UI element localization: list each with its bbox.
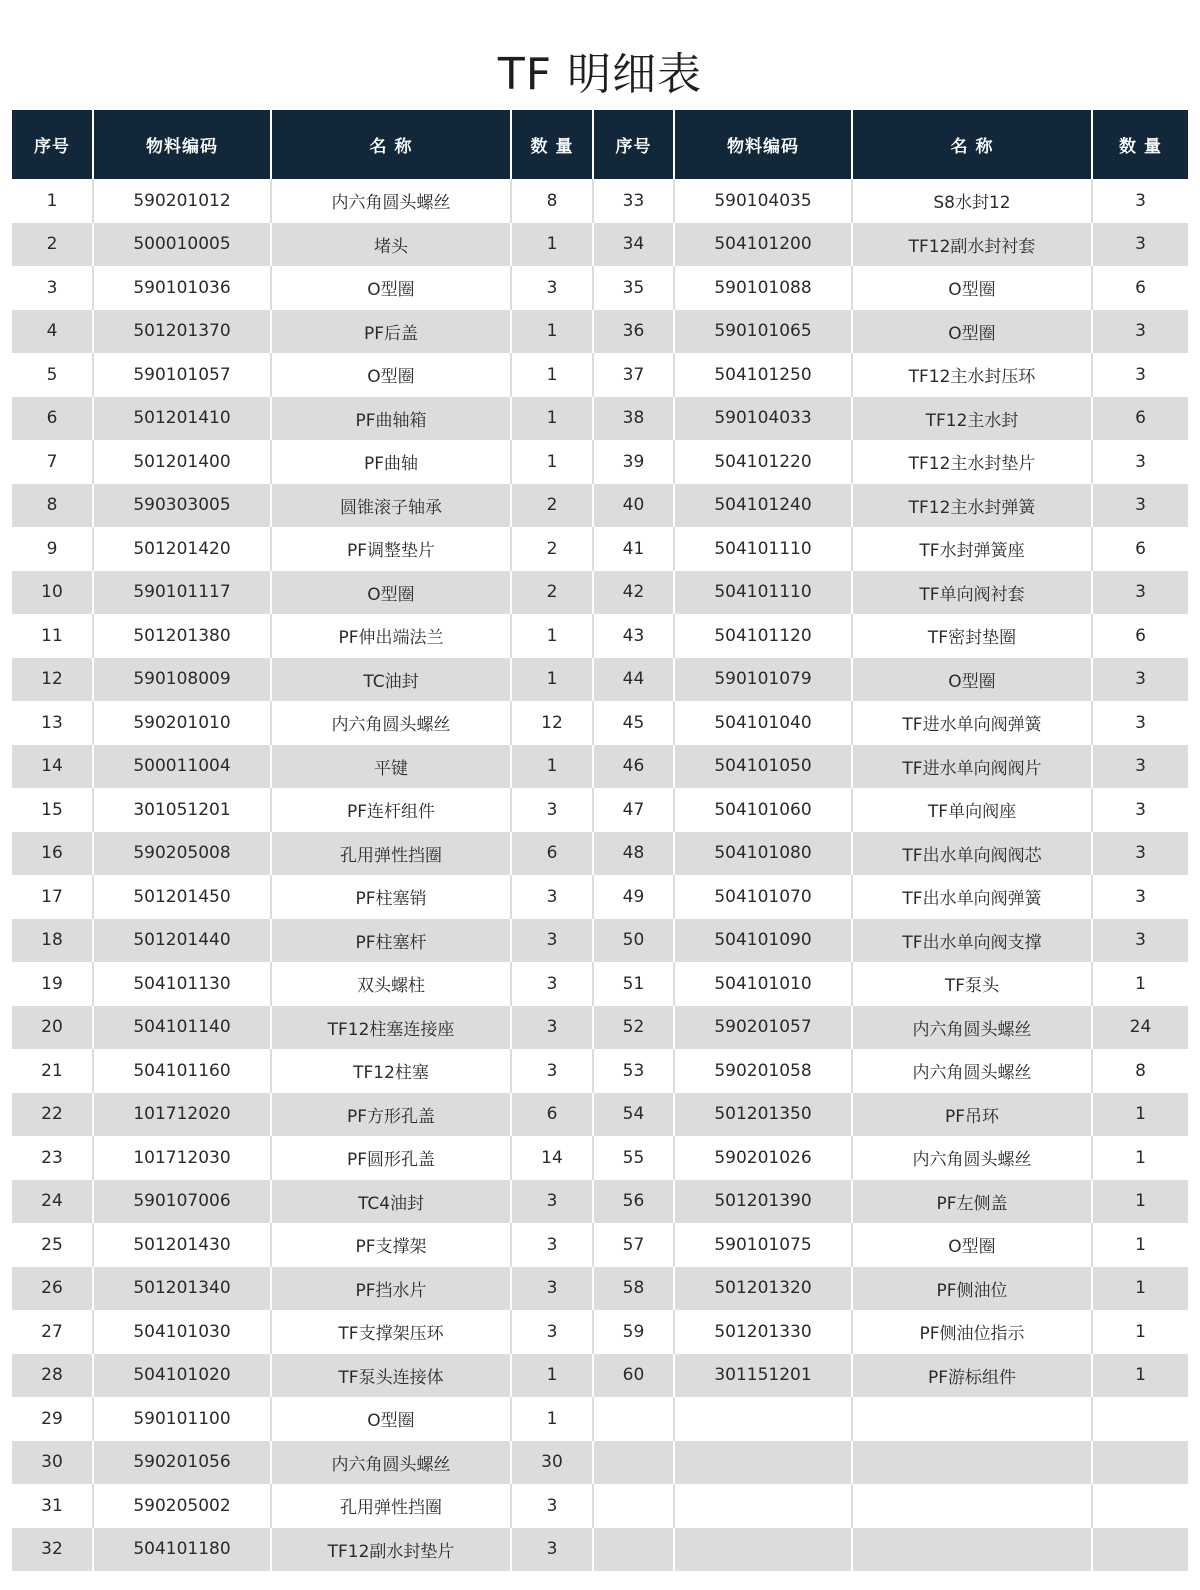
left-index-cell: 28 [12,1354,93,1398]
left-name-cell: PF连杆组件 [271,788,511,832]
right-index-cell: 56 [593,1180,674,1224]
left-index-cell: 8 [12,484,93,528]
left-code-cell: 590108009 [93,658,271,702]
right-index-cell: 42 [593,571,674,615]
right-index-cell [593,1484,674,1528]
left-qty-cell: 3 [511,1049,593,1093]
left-name-cell: PF调整垫片 [271,527,511,571]
right-code-cell: 504101120 [674,614,852,658]
left-name-cell: PF伸出端法兰 [271,614,511,658]
right-qty-cell [1092,1484,1188,1528]
right-name-cell: PF侧油位 [852,1267,1092,1311]
right-name-cell: PF吊环 [852,1093,1092,1137]
left-code-cell: 590107006 [93,1180,271,1224]
left-code-cell: 501201380 [93,614,271,658]
table-header-row [12,110,1188,179]
table-row [12,919,1188,963]
left-index-cell: 27 [12,1310,93,1354]
right-qty-cell: 3 [1092,353,1188,397]
left-index-cell: 16 [12,832,93,876]
right-index-cell: 37 [593,353,674,397]
right-qty-cell: 3 [1092,788,1188,832]
col-header-code-right: 物料编码 [674,110,852,179]
left-qty-cell: 3 [511,788,593,832]
left-name-cell: PF圆形孔盖 [271,1136,511,1180]
right-code-cell: 501201390 [674,1180,852,1224]
right-index-cell: 51 [593,962,674,1006]
right-index-cell: 48 [593,832,674,876]
right-name-cell: TF12主水封压环 [852,353,1092,397]
table-row [12,1397,1188,1441]
left-index-cell: 31 [12,1484,93,1528]
right-name-cell: TF单向阀座 [852,788,1092,832]
table-row [12,658,1188,702]
right-code-cell: 504101240 [674,484,852,528]
table-row [12,1136,1188,1180]
right-name-cell: 内六角圆头螺丝 [852,1049,1092,1093]
right-code-cell: 590201026 [674,1136,852,1180]
table-row [12,1528,1188,1572]
col-header-code-left: 物料编码 [93,110,271,179]
right-index-cell: 49 [593,875,674,919]
left-qty-cell: 3 [511,1484,593,1528]
left-index-cell: 12 [12,658,93,702]
right-code-cell [674,1441,852,1485]
table-row [12,1223,1188,1267]
left-code-cell: 590101100 [93,1397,271,1441]
left-qty-cell: 6 [511,1093,593,1137]
right-code-cell: 504101070 [674,875,852,919]
right-index-cell: 58 [593,1267,674,1311]
left-index-cell: 26 [12,1267,93,1311]
left-name-cell: PF柱塞销 [271,875,511,919]
left-qty-cell: 3 [511,1528,593,1572]
right-name-cell: S8水封12 [852,179,1092,223]
right-qty-cell: 3 [1092,571,1188,615]
left-index-cell: 20 [12,1006,93,1050]
left-code-cell: 504101030 [93,1310,271,1354]
right-name-cell: TF12主水封 [852,397,1092,441]
col-header-name-right: 名 称 [852,110,1092,179]
table-row [12,1180,1188,1224]
left-qty-cell: 1 [511,658,593,702]
right-name-cell: TF12主水封垫片 [852,440,1092,484]
right-code-cell: 301151201 [674,1354,852,1398]
right-index-cell: 35 [593,266,674,310]
left-qty-cell: 1 [511,223,593,267]
left-index-cell: 15 [12,788,93,832]
page-title: TF 明细表 [497,49,703,100]
right-code-cell: 590101079 [674,658,852,702]
table-row [12,353,1188,397]
left-name-cell: O型圈 [271,1397,511,1441]
right-index-cell: 40 [593,484,674,528]
left-qty-cell: 1 [511,397,593,441]
right-index-cell: 47 [593,788,674,832]
right-qty-cell: 3 [1092,310,1188,354]
left-index-cell: 3 [12,266,93,310]
left-index-cell: 9 [12,527,93,571]
right-qty-cell [1092,1397,1188,1441]
right-qty-cell: 1 [1092,962,1188,1006]
right-index-cell: 38 [593,397,674,441]
table-row [12,179,1188,223]
parts-table [12,110,1188,1571]
table-row [12,1354,1188,1398]
col-header-qty-left: 数 量 [511,110,593,179]
left-name-cell: PF后盖 [271,310,511,354]
left-name-cell: 内六角圆头螺丝 [271,701,511,745]
table-row [12,745,1188,789]
table-row [12,484,1188,528]
left-index-cell: 1 [12,179,93,223]
left-index-cell: 25 [12,1223,93,1267]
left-name-cell: PF曲轴箱 [271,397,511,441]
left-code-cell: 590201010 [93,701,271,745]
table-row [12,875,1188,919]
right-name-cell: 内六角圆头螺丝 [852,1136,1092,1180]
right-index-cell: 43 [593,614,674,658]
left-code-cell: 504101160 [93,1049,271,1093]
right-name-cell: O型圈 [852,1223,1092,1267]
left-index-cell: 13 [12,701,93,745]
table-row [12,397,1188,441]
left-code-cell: 501201440 [93,919,271,963]
right-name-cell: TF进水单向阀阀片 [852,745,1092,789]
col-header-qty-right: 数 量 [1092,110,1188,179]
left-index-cell: 18 [12,919,93,963]
right-code-cell: 590101088 [674,266,852,310]
left-index-cell: 7 [12,440,93,484]
col-header-index-left: 序号 [12,110,93,179]
left-index-cell: 19 [12,962,93,1006]
right-index-cell: 53 [593,1049,674,1093]
right-name-cell: TF出水单向阀支撑 [852,919,1092,963]
left-name-cell: TC4油封 [271,1180,511,1224]
left-index-cell: 30 [12,1441,93,1485]
right-code-cell: 501201350 [674,1093,852,1137]
right-name-cell: O型圈 [852,658,1092,702]
left-code-cell: 500011004 [93,745,271,789]
right-index-cell [593,1528,674,1572]
left-name-cell: 内六角圆头螺丝 [271,179,511,223]
left-qty-cell: 1 [511,1354,593,1398]
right-qty-cell: 1 [1092,1093,1188,1137]
right-qty-cell [1092,1528,1188,1572]
right-code-cell: 590101075 [674,1223,852,1267]
left-qty-cell: 1 [511,310,593,354]
right-name-cell: TF密封垫圈 [852,614,1092,658]
left-qty-cell: 3 [511,266,593,310]
left-code-cell: 504101180 [93,1528,271,1572]
table-row [12,962,1188,1006]
left-index-cell: 29 [12,1397,93,1441]
left-code-cell: 590101117 [93,571,271,615]
table-row [12,310,1188,354]
table-row [12,1267,1188,1311]
right-qty-cell: 1 [1092,1136,1188,1180]
left-index-cell: 11 [12,614,93,658]
right-qty-cell: 1 [1092,1310,1188,1354]
left-code-cell: 501201410 [93,397,271,441]
right-name-cell [852,1528,1092,1572]
col-header-name-left: 名 称 [271,110,511,179]
left-qty-cell: 8 [511,179,593,223]
left-qty-cell: 6 [511,832,593,876]
left-index-cell: 5 [12,353,93,397]
right-index-cell: 52 [593,1006,674,1050]
left-code-cell: 590205008 [93,832,271,876]
table-row [12,614,1188,658]
left-name-cell: TF12副水封垫片 [271,1528,511,1572]
left-name-cell: TC油封 [271,658,511,702]
right-code-cell: 504101250 [674,353,852,397]
left-name-cell: PF曲轴 [271,440,511,484]
right-name-cell: TF水封弹簧座 [852,527,1092,571]
left-index-cell: 10 [12,571,93,615]
right-index-cell: 45 [593,701,674,745]
left-index-cell: 22 [12,1093,93,1137]
right-index-cell: 33 [593,179,674,223]
right-qty-cell: 3 [1092,179,1188,223]
right-code-cell: 504101060 [674,788,852,832]
left-code-cell: 501201370 [93,310,271,354]
left-qty-cell: 3 [511,875,593,919]
right-code-cell: 504101080 [674,832,852,876]
table-row [12,266,1188,310]
right-index-cell: 59 [593,1310,674,1354]
left-index-cell: 23 [12,1136,93,1180]
right-index-cell: 54 [593,1093,674,1137]
right-index-cell: 44 [593,658,674,702]
left-qty-cell: 14 [511,1136,593,1180]
right-name-cell [852,1397,1092,1441]
left-name-cell: O型圈 [271,266,511,310]
table-row [12,788,1188,832]
right-code-cell: 501201320 [674,1267,852,1311]
left-name-cell: TF12柱塞 [271,1049,511,1093]
right-code-cell: 501201330 [674,1310,852,1354]
left-code-cell: 501201340 [93,1267,271,1311]
right-index-cell: 50 [593,919,674,963]
left-code-cell: 590201056 [93,1441,271,1485]
left-code-cell: 590101057 [93,353,271,397]
left-qty-cell: 3 [511,962,593,1006]
right-code-cell: 504101040 [674,701,852,745]
left-qty-cell: 1 [511,1397,593,1441]
left-index-cell: 4 [12,310,93,354]
left-code-cell: 504101140 [93,1006,271,1050]
left-qty-cell: 2 [511,571,593,615]
right-index-cell [593,1441,674,1485]
left-name-cell: PF挡水片 [271,1267,511,1311]
left-qty-cell: 3 [511,1267,593,1311]
right-name-cell [852,1441,1092,1485]
right-code-cell [674,1484,852,1528]
right-code-cell [674,1397,852,1441]
left-name-cell: 堵头 [271,223,511,267]
left-code-cell: 501201450 [93,875,271,919]
left-name-cell: PF方形孔盖 [271,1093,511,1137]
right-index-cell [593,1397,674,1441]
left-qty-cell: 2 [511,527,593,571]
left-name-cell: 平键 [271,745,511,789]
right-code-cell: 504101050 [674,745,852,789]
table-row [12,1093,1188,1137]
right-code-cell: 590201058 [674,1049,852,1093]
right-index-cell: 57 [593,1223,674,1267]
left-qty-cell: 12 [511,701,593,745]
col-header-index-right: 序号 [593,110,674,179]
right-name-cell: O型圈 [852,266,1092,310]
right-index-cell: 39 [593,440,674,484]
left-code-cell: 501201420 [93,527,271,571]
table-row [12,832,1188,876]
right-index-cell: 46 [593,745,674,789]
left-code-cell: 504101020 [93,1354,271,1398]
left-name-cell: PF柱塞杆 [271,919,511,963]
left-code-cell: 590205002 [93,1484,271,1528]
right-name-cell: TF进水单向阀弹簧 [852,701,1092,745]
right-qty-cell [1092,1441,1188,1485]
left-qty-cell: 3 [511,919,593,963]
right-index-cell: 34 [593,223,674,267]
right-name-cell: TF出水单向阀弹簧 [852,875,1092,919]
left-name-cell: 双头螺柱 [271,962,511,1006]
right-name-cell: PF游标组件 [852,1354,1092,1398]
left-index-cell: 24 [12,1180,93,1224]
left-name-cell: TF泵头连接体 [271,1354,511,1398]
right-name-cell [852,1484,1092,1528]
left-code-cell: 101712020 [93,1093,271,1137]
left-index-cell: 32 [12,1528,93,1572]
left-qty-cell: 3 [511,1223,593,1267]
left-index-cell: 14 [12,745,93,789]
left-code-cell: 101712030 [93,1136,271,1180]
left-qty-cell: 3 [511,1006,593,1050]
right-qty-cell: 3 [1092,875,1188,919]
right-code-cell: 504101200 [674,223,852,267]
right-qty-cell: 6 [1092,397,1188,441]
right-qty-cell: 1 [1092,1180,1188,1224]
left-qty-cell: 30 [511,1441,593,1485]
right-index-cell: 41 [593,527,674,571]
right-name-cell: 内六角圆头螺丝 [852,1006,1092,1050]
left-code-cell: 590303005 [93,484,271,528]
table-row [12,1441,1188,1485]
right-qty-cell: 8 [1092,1049,1188,1093]
right-name-cell: TF出水单向阀阀芯 [852,832,1092,876]
left-name-cell: TF支撑架压环 [271,1310,511,1354]
right-name-cell: O型圈 [852,310,1092,354]
right-name-cell: PF侧油位指示 [852,1310,1092,1354]
right-code-cell: 504101010 [674,962,852,1006]
right-code-cell: 590101065 [674,310,852,354]
left-name-cell: 孔用弹性挡圈 [271,1484,511,1528]
left-name-cell: TF12柱塞连接座 [271,1006,511,1050]
right-name-cell: TF12副水封衬套 [852,223,1092,267]
left-qty-cell: 1 [511,745,593,789]
right-qty-cell: 1 [1092,1223,1188,1267]
left-index-cell: 17 [12,875,93,919]
right-qty-cell: 6 [1092,527,1188,571]
left-name-cell: 圆锥滚子轴承 [271,484,511,528]
right-code-cell: 590104035 [674,179,852,223]
right-name-cell: TF泵头 [852,962,1092,1006]
right-name-cell: TF12主水封弹簧 [852,484,1092,528]
right-index-cell: 36 [593,310,674,354]
right-qty-cell: 3 [1092,223,1188,267]
left-qty-cell: 3 [511,1310,593,1354]
right-qty-cell: 24 [1092,1006,1188,1050]
right-code-cell [674,1528,852,1572]
left-name-cell: O型圈 [271,571,511,615]
left-name-cell: PF支撑架 [271,1223,511,1267]
table-row [12,1049,1188,1093]
right-qty-cell: 6 [1092,614,1188,658]
right-code-cell: 504101220 [674,440,852,484]
left-name-cell: 内六角圆头螺丝 [271,1441,511,1485]
left-qty-cell: 1 [511,614,593,658]
right-qty-cell: 3 [1092,919,1188,963]
left-code-cell: 590201012 [93,179,271,223]
left-qty-cell: 2 [511,484,593,528]
right-qty-cell: 3 [1092,701,1188,745]
right-qty-cell: 1 [1092,1354,1188,1398]
right-code-cell: 504101090 [674,919,852,963]
left-qty-cell: 1 [511,440,593,484]
right-qty-cell: 3 [1092,440,1188,484]
left-name-cell: O型圈 [271,353,511,397]
right-name-cell: TF单向阀衬套 [852,571,1092,615]
table-row [12,527,1188,571]
left-qty-cell: 1 [511,353,593,397]
right-qty-cell: 3 [1092,658,1188,702]
right-qty-cell: 3 [1092,484,1188,528]
right-name-cell: PF左侧盖 [852,1180,1092,1224]
left-code-cell: 501201430 [93,1223,271,1267]
left-code-cell: 501201400 [93,440,271,484]
left-code-cell: 500010005 [93,223,271,267]
table-row [12,571,1188,615]
right-code-cell: 504101110 [674,571,852,615]
left-code-cell: 301051201 [93,788,271,832]
right-index-cell: 60 [593,1354,674,1398]
right-index-cell: 55 [593,1136,674,1180]
table-row [12,223,1188,267]
table-row [12,1006,1188,1050]
left-index-cell: 6 [12,397,93,441]
right-code-cell: 504101110 [674,527,852,571]
table-row [12,1310,1188,1354]
table-row [12,440,1188,484]
left-name-cell: 孔用弹性挡圈 [271,832,511,876]
right-qty-cell: 1 [1092,1267,1188,1311]
left-code-cell: 590101036 [93,266,271,310]
right-qty-cell: 3 [1092,832,1188,876]
table-row [12,701,1188,745]
table-row [12,1484,1188,1528]
right-code-cell: 590201057 [674,1006,852,1050]
left-code-cell: 504101130 [93,962,271,1006]
left-qty-cell: 3 [511,1180,593,1224]
left-index-cell: 21 [12,1049,93,1093]
right-code-cell: 590104033 [674,397,852,441]
left-index-cell: 2 [12,223,93,267]
right-qty-cell: 3 [1092,745,1188,789]
right-qty-cell: 6 [1092,266,1188,310]
